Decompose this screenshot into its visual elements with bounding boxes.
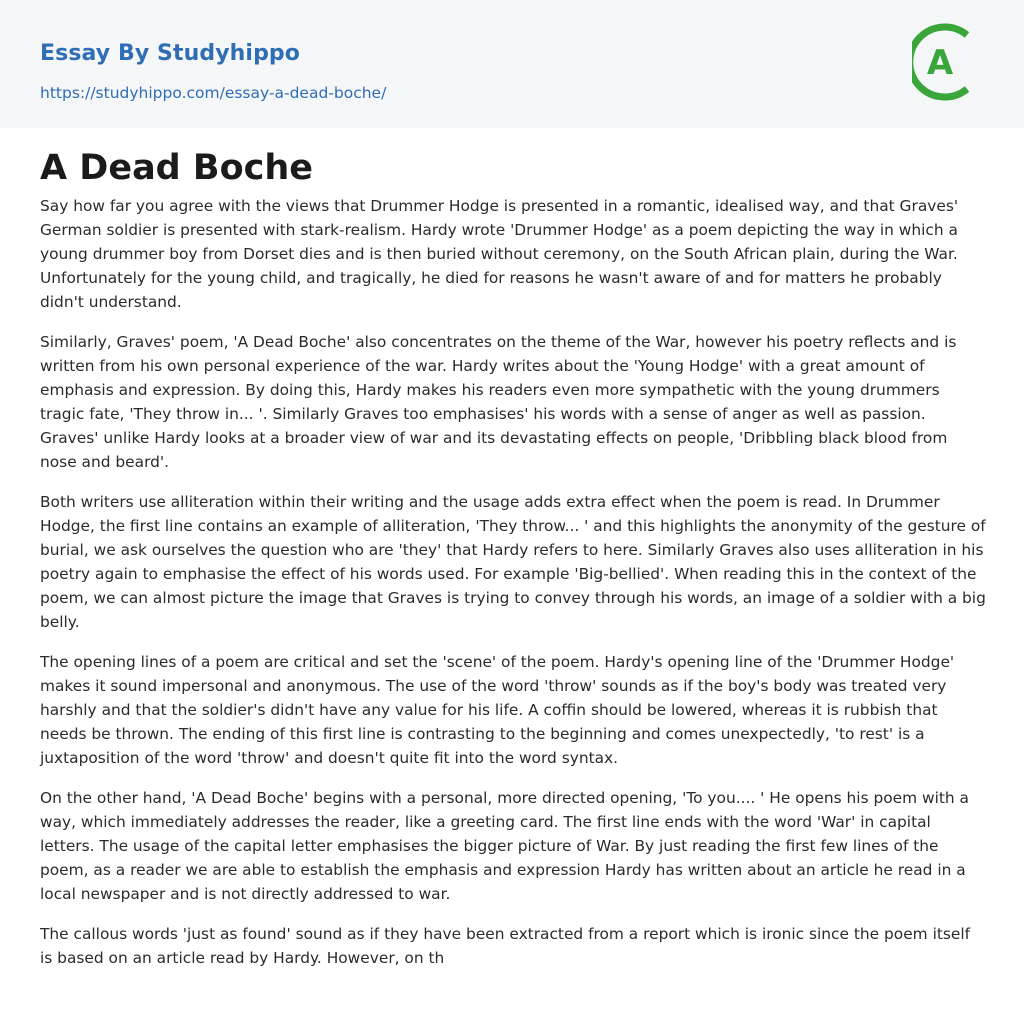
essay-url-link[interactable]: https://studyhippo.com/essay-a-dead-boche/ (40, 84, 387, 102)
studyhippo-logo-icon[interactable] (912, 19, 986, 105)
essay-paragraph: Both writers use alliteration within their writing and the usage adds extra effect when the poem is read. In Drummer Hodge, the first line contains an example of alliteration, 'They throw... ' and this highlights the anonymity of the gesture of burial, we ask ourselves the question who are 'they' that Hardy refers to here. Similarly Graves also uses alliteration in his poetry again to emphasise the effect of his words used. For example 'Big-bellied'. When reading this in the context of the poem, we can almost picture the image that Graves is trying to convey through his words, an image of a soldier with a big belly. (40, 493, 986, 631)
page-title: A Dead Boche (40, 148, 314, 188)
site-brand[interactable]: Essay By Studyhippo (40, 41, 300, 66)
essay-body (40, 194, 986, 986)
essay-paragraph: Say how far you agree with the views that Drummer Hodge is presented in a romantic, idealised way, and that Graves' German soldier is presented with stark-realism. Hardy wrote 'Drummer Hodge' as a poem depicting the way in which a young drummer boy from Dorset dies and is then buried without ceremony, on the South African plain, during the War. Unfortunately for the young child, and tragically, he died for reasons he wasn't aware of and for matters he probably didn't understand. (40, 197, 959, 311)
essay-paragraph: Similarly, Graves' poem, 'A Dead Boche' also concentrates on the theme of the War, however his poetry reflects and is written from his own personal experience of the war. Hardy writes about the 'Young Hodge' with a great amount of emphasis and expression. By doing this, Hardy makes his readers even more sympathetic with the young drummers tragic fate, 'They throw in... '. Similarly Graves too emphasises' his words with a sense of anger as well as passion. Graves' unlike Hardy looks at a broader view of war and its devastating effects on people, 'Dribbling black blood from nose and beard'. (40, 333, 957, 471)
essay-paragraph: On the other hand, 'A Dead Boche' begins with a personal, more directed opening, 'To you.... ' He opens his poem with a way, which immediately addresses the reader, like a greeting card. The first line ends with the word 'War' in capital letters. The usage of the capital letter emphasises the bigger picture of War. By just reading the first few lines of the poem, as a reader we are able to establish the emphasis and expression Hardy has written about an article he read in a local newspaper and is not directly addressed to war. (40, 789, 969, 903)
logo-letter: A (926, 43, 954, 83)
essay-paragraph: The callous words 'just as found' sound as if they have been extracted from a report which is ironic since the poem itself is based on an article read by Hardy. However, on th (40, 925, 971, 967)
essay-paragraph: The opening lines of a poem are critical and set the 'scene' of the poem. Hardy's opening line of the 'Drummer Hodge' makes it sound impersonal and anonymous. The use of the word 'throw' sounds as if the boy's body was treated very harshly and that the soldier's didn't have any value for his life. A coffin should be lowered, whereas it is rubbish that needs be thrown. The ending of this first line is contrasting to the beginning and comes unexpectedly, 'to rest' is a juxtaposition of the word 'throw' and doesn't quite fit into the word syntax. (40, 653, 955, 767)
